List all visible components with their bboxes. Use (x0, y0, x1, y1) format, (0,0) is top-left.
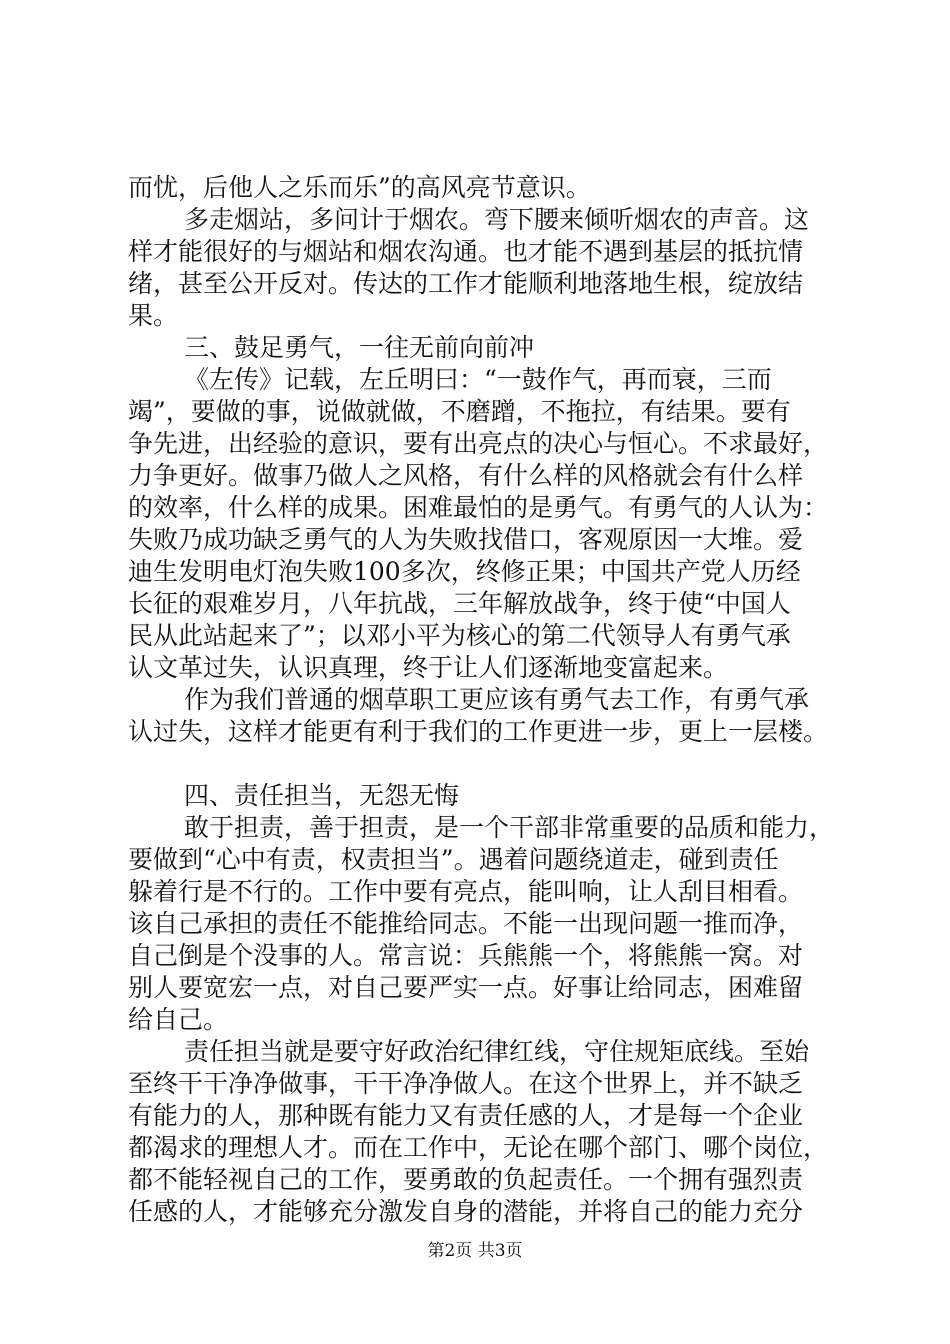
paragraph-gap (128, 748, 840, 780)
text-line: 至终干干净净做事，干干净净做人。在这个世界上，并不缺乏 (128, 1069, 804, 1098)
text-line: 任感的人，才能够充分激发自身的潜能，并将自己的能力充分 (128, 1197, 804, 1226)
paragraph-first-line: 多走烟站，多问计于烟农。弯下腰来倾听烟农的声音。这 (184, 205, 810, 234)
text-line: 都不能轻视自己的工作，要勇敢的负起责任。一个拥有强烈责 (128, 1165, 804, 1194)
paragraph-first-line: 《左传》记载，左丘明曰：“一鼓作气，再而衰，三而 (184, 365, 772, 394)
text-line: 别人要宽宏一点，对自己要严实一点。好事让给同志，困难留 (128, 973, 804, 1002)
text-line: 给自己。 (128, 1005, 229, 1034)
paragraph-first-line: 作为我们普通的烟草职工更应该有勇气去工作，有勇气承 (184, 685, 810, 714)
document-body (128, 172, 840, 1228)
text-line: 有能力的人，那种既有能力又有责任感的人，才是每一个企业 (128, 1101, 804, 1130)
text-line: 都渴求的理想人才。而在工作中，无论在哪个部门、哪个岗位， (128, 1133, 829, 1162)
text-line: 躲着行是不行的。工作中要有亮点，能叫响，让人刮目相看。 (128, 877, 804, 906)
text-line: 要做到“心中有责，权责担当”。遇着问题绕道走，碰到责任 (128, 845, 779, 874)
paragraph-first-line: 敢于担责，善于担责，是一个干部非常重要的品质和能力， (184, 813, 835, 842)
page-footer (0, 1240, 950, 1262)
text-line: 长征的艰难岁月，八年抗战，三年解放战争，终于使“中国人 (128, 589, 791, 618)
text-line: 该自己承担的责任不能推给同志。不能一出现问题一推而净， (128, 909, 804, 938)
text-line: 认文革过失，认识真理，终于让人们逐渐地变富起来。 (128, 653, 729, 682)
text-line: 自己倒是个没事的人。常言说：兵熊熊一个，将熊熊一窝。对 (128, 941, 804, 970)
text-line: 争先进，出经验的意识，要有出亮点的决心与恒心。不求最好， (128, 429, 829, 458)
text-line: 果。 (128, 301, 179, 330)
section-heading-3: 三、鼓足勇气，一往无前向前冲 (184, 333, 535, 362)
page-number: 第2页 共3页 (427, 1241, 523, 1261)
section-heading-4: 四、责任担当，无怨无悔 (184, 781, 460, 810)
text-line: 的效率，什么样的成果。困难最怕的是勇气。有勇气的人认为： (128, 493, 829, 522)
text-line: 迪生发明电灯泡失败100多次，终修正果；中国共产党人历经 (128, 557, 801, 586)
text-line: 而忧，后他人之乐而乐”的高风亮节意识。 (128, 173, 591, 202)
text-line: 失败乃成功缺乏勇气的人为失败找借口，客观原因一大堆。爱 (128, 525, 804, 554)
text-line: 绪，甚至公开反对。传达的工作才能顺利地落地生根，绽放结 (128, 269, 804, 298)
text-line: 力争更好。做事乃做人之风格，有什么样的风格就会有什么样 (128, 461, 804, 490)
text-line: 竭”，要做的事，说做就做，不磨蹭，不拖拉，有结果。要有 (128, 397, 791, 426)
text-line: 认过失，这样才能更有利于我们的工作更进一步，更上一层楼。 (128, 717, 829, 746)
text-line: 样才能很好的与烟站和烟农沟通。也才能不遇到基层的抵抗情 (128, 237, 804, 266)
text-line: 民从此站起来了”；以邓小平为核心的第二代领导人有勇气承 (128, 621, 791, 650)
paragraph-first-line: 责任担当就是要守好政治纪律红线，守住规矩底线。至始 (184, 1037, 810, 1066)
